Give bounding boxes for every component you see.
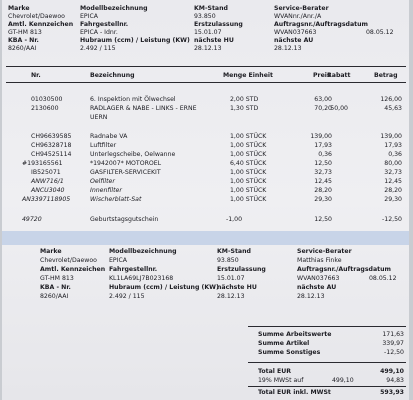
item-preis: 29,30 [314,196,332,203]
table-top-rule [6,66,406,67]
hubraum-value: 2.492 / 115 [80,45,116,52]
km-value: 93.850 [194,13,216,20]
item-bezeichnung: RADLAGER & NABE - LINKS - ERNE [90,105,197,112]
item-rabatt: 50,00 [330,105,348,112]
item-bezeichnung: GASFILTER-SERVICEKIT [90,169,161,176]
hu-label: nächste HU [217,284,257,291]
kennzeichen-label: Amtl. Kennzeichen [40,266,106,273]
item-nr: CH94525114 [31,151,72,158]
item-betrag: 45,63 [384,105,402,112]
summe-sonstiges-value: -12,50 [384,349,404,356]
fahrgestell-value: EPICA - Idnr. [80,29,118,36]
marke-label: Marke [8,5,30,12]
erstzulassung-value: 15.01.07 [194,29,222,36]
service-label: Service-Berater [297,248,352,255]
summary-bottom-rule [248,386,406,387]
hu-value: 28.12.13 [217,293,245,300]
item-preis: 12,50 [314,160,332,167]
item-menge: 1,00 STÜCK [230,196,267,203]
col-bezeichnung: Bezeichnung [90,72,135,79]
hubraum-value: 2.492 / 115 [109,293,145,300]
col-rabatt: Rabatt [327,72,351,79]
item-preis: 0,36 [318,151,332,158]
auftrag-date: 08.05.12 [369,275,397,282]
item-menge: 1,00 STÜCK [230,178,267,185]
auftrag-label: Auftragsnr./Auftragsdatum [297,266,391,273]
summe-artikel-label: Summe Artikel [258,340,310,347]
au-value: 28.12.13 [274,45,302,52]
item-nr: ANW716/1 [31,178,64,185]
summe-artikel-value: 339,97 [382,340,404,347]
col-menge: Menge Einheit [223,72,273,79]
auftrag-label: Auftragsnr./Auftragsdatum [274,21,368,28]
item-menge: 1,00 STÜCK [230,133,267,140]
item-nr: 49720 [22,216,42,223]
item-nr: ANCU3040 [31,187,65,194]
item-nr: CH96328718 [31,142,72,149]
auftrag-value: WVAN037663 [274,29,317,36]
item-preis: 32,73 [314,169,332,176]
item-betrag: 80,00 [384,160,402,167]
au-label: nächste AU [274,37,314,44]
fahrgestell-label: Fahrgestellnr. [109,266,158,273]
invoice-sheet [2,0,409,400]
item-betrag: 0,36 [388,151,402,158]
total-value: 499,10 [380,368,404,375]
kennzeichen-value: GT-HM 813 [8,29,42,36]
item-betrag: 17,93 [384,142,402,149]
km-value: 93.850 [217,257,239,264]
modell-label: Modellbezeichnung [80,5,148,12]
page-divider-band [2,231,409,245]
item-preis: 63,00 [314,96,332,103]
summary-mid-rule [248,362,406,363]
km-label: KM-Stand [194,5,228,12]
auftrag-date: 08.05.12 [366,29,394,36]
item-preis: 70,20 [314,105,332,112]
summe-sonstiges-label: Summe Sonstiges [258,349,321,356]
modell-value: EPICA [80,13,99,20]
item-menge: -1,00 [226,216,243,223]
item-bezeichnung: Luftfilter [90,142,117,149]
item-menge: 1,00 STÜCK [230,142,267,149]
hubraum-label: Hubraum (ccm) / Leistung (KW) [109,284,219,291]
item-betrag: 28,20 [384,187,402,194]
service-label: Service-Berater [274,5,329,12]
kba-label: KBA - Nr. [40,284,71,291]
marke-value: Chevrolet/Daewoo [40,257,97,264]
item-preis: 12,50 [314,216,332,223]
brutto-label: Total EUR inkl. MWSt [258,389,331,396]
item-betrag: 12,45 [384,178,402,185]
kba-value: 8260/AAI [40,293,69,300]
erstzulassung-label: Erstzulassung [217,266,266,273]
au-label: nächste AU [297,284,337,291]
item-betrag: -12,50 [382,216,402,223]
item-preis: 28,20 [314,187,332,194]
item-preis: 139,00 [310,133,332,140]
marke-label: Marke [40,248,62,255]
item-menge: 2,00 STD [230,96,259,103]
fahrgestell-label: Fahrgestellnr. [80,21,129,28]
modell-value: EPICA [109,257,128,264]
item-menge: 6,40 STÜCK [230,160,267,167]
item-nr: AN3397118905 [22,196,71,203]
kba-value: 8260/AAI [8,45,37,52]
brutto-value: 593,93 [380,389,404,396]
item-bezeichnung: Unterlegscheibe, Oelwanne [90,151,176,158]
item-nr: #193165561 [22,160,63,167]
col-nr: Nr. [31,72,41,79]
service-value: Matthias Finke [297,257,342,264]
item-betrag: 139,00 [380,133,402,140]
summary-top-rule [248,326,406,327]
item-preis: 12,45 [314,178,332,185]
fahrgestell-value: KL1LA69LJ7B023168 [109,275,174,282]
item-bezeichnung: Wischerblatt-Sat [90,196,142,203]
item-bezeichnung: Geburtstagsgutschein [90,216,159,223]
item-bezeichnung: Innenfilter [90,187,122,194]
service-value: WVANnr./Anr./A [274,13,322,20]
kba-label: KBA - Nr. [8,37,39,44]
item-bezeichnung: Oelfilter [90,178,115,185]
item-menge: 1,30 STD [230,105,259,112]
total-label: Total EUR [258,368,292,375]
auftrag-value: WVAN037663 [297,275,340,282]
summe-arbeitswerte-value: 171,63 [382,331,404,338]
item-preis: 17,93 [314,142,332,149]
mwst-base: 499,10 [332,377,354,384]
item-betrag: 29,30 [384,196,402,203]
item-nr: IB525071 [31,169,61,176]
hu-value: 28.12.13 [194,45,222,52]
au-value: 28.12.13 [297,293,325,300]
mwst-label: 19% MWSt auf [258,377,304,384]
item-bezeichnung: Radnabe VA [90,133,128,140]
item-betrag: 126,00 [380,96,402,103]
kennzeichen-value: GT-HM 813 [40,275,74,282]
col-preis: Preis [313,72,331,79]
item-bezeichnung: 6. Inspektion mit Ölwechsel [90,96,176,103]
item-bezeichnung: *1942007* MOTOROEL [90,160,162,167]
erstzulassung-label: Erstzulassung [194,21,243,28]
summe-arbeitswerte-label: Summe Arbeitswerte [258,331,332,338]
kennzeichen-label: Amtl. Kennzeichen [8,21,74,28]
table-header-rule [6,82,406,83]
item-nr: 2130600 [31,105,59,112]
col-betrag: Betrag [374,72,398,79]
item-nr: CH96639585 [31,133,72,140]
item-menge: 1,00 STÜCK [230,151,267,158]
marke-value: Chevrolet/Daewoo [8,13,65,20]
item-nr: 01030500 [31,96,63,103]
item-menge: 1,00 STÜCK [230,169,267,176]
hu-label: nächste HU [194,37,234,44]
item-menge: 1,00 STÜCK [230,187,267,194]
item-betrag: 32,73 [384,169,402,176]
modell-label: Modellbezeichnung [109,248,177,255]
mwst-value: 94,83 [386,377,404,384]
hubraum-label: Hubraum (ccm) / Leistung (KW) [80,37,190,44]
item-bezeichnung: UERN [90,114,108,121]
erstzulassung-value: 15.01.07 [217,275,245,282]
km-label: KM-Stand [217,248,251,255]
